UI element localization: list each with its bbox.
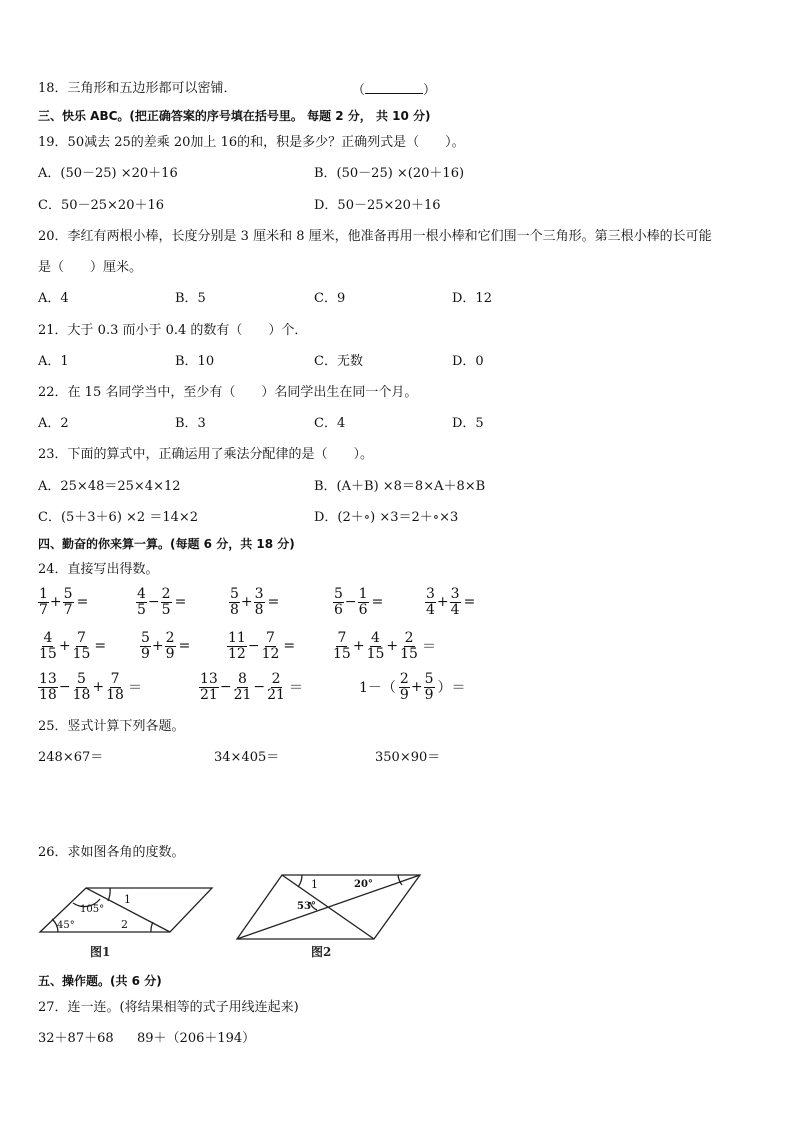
calc-expression [199, 670, 303, 704]
question-20-option-b: B．5 [175, 291, 206, 306]
fraction [254, 587, 265, 618]
numerator: 2 [271, 670, 281, 687]
fraction [266, 672, 286, 703]
operator: + [151, 638, 164, 654]
question-24-stem: 24．直接写出得数。 [38, 562, 159, 577]
numerator: 2 [404, 629, 414, 646]
calc-expression [333, 585, 383, 619]
question-25-stem: 25．竖式计算下列各题。 [38, 719, 185, 734]
question-25-problem-1: 248×67＝ [38, 750, 104, 765]
equals-sign: = [76, 594, 89, 610]
answer-blank-18: （ ） [352, 83, 437, 98]
calc-expression [332, 629, 436, 663]
denominator: 8 [254, 601, 264, 618]
calc-expression [38, 585, 88, 619]
operator: − [58, 679, 71, 695]
fraction [161, 587, 172, 618]
fraction [105, 672, 125, 703]
denominator: 15 [366, 645, 385, 662]
fraction [38, 587, 49, 618]
section-4-header: 四、勤奋的你来算一算。(每题 6 分，共 18 分) [38, 537, 295, 551]
operator: + [410, 679, 423, 695]
operator: + [92, 679, 105, 695]
question-27-stem: 27．连一连。(将结果相等的式子用线连起来) [38, 1000, 299, 1015]
denominator: 5 [161, 601, 171, 618]
denominator: 7 [39, 601, 48, 618]
question-19-option-c: C．50－25×20＋16 [38, 198, 165, 213]
fraction [38, 631, 58, 662]
fraction [233, 672, 253, 703]
fraction [72, 672, 92, 703]
question-19-option-b: B．(50－25) ×(20＋16) [314, 166, 465, 181]
denominator: 15 [400, 645, 418, 662]
fig1-label-45: 45° [57, 920, 75, 931]
denominator: 9 [141, 645, 150, 662]
question-25-problem-3: 350×90＝ [375, 750, 441, 765]
fraction [358, 587, 369, 618]
numerator: 2 [165, 629, 175, 646]
fraction [136, 587, 147, 618]
denominator: 12 [228, 645, 246, 662]
fig2-label-1: 1 [311, 878, 318, 891]
blank-line [365, 81, 423, 94]
numerator: 5 [424, 670, 434, 687]
equals-sign: = [267, 594, 280, 610]
denominator: 4 [426, 601, 435, 618]
fraction [199, 672, 219, 703]
denominator: 15 [333, 645, 351, 662]
denominator: 8 [230, 601, 239, 618]
denominator: 9 [165, 645, 175, 662]
question-21-option-b: B．10 [175, 354, 215, 369]
numerator: 1 [39, 585, 48, 602]
fig1-label-2: 2 [121, 918, 128, 931]
denominator: 18 [106, 686, 124, 703]
operator: + [58, 638, 71, 654]
operator: − [247, 638, 260, 654]
calc-expression [38, 629, 106, 663]
denominator: 21 [267, 686, 285, 703]
denominator: 15 [72, 645, 91, 662]
question-19-option-d: D．50－25×20＋16 [314, 198, 441, 213]
fraction [72, 631, 92, 662]
numerator: 5 [334, 585, 343, 602]
equals-sign: = [283, 638, 296, 654]
numerator: 8 [238, 670, 247, 687]
operator: − [219, 679, 232, 695]
question-27-item-2: 89＋（206＋194） [137, 1031, 256, 1046]
numerator: 5 [63, 585, 73, 602]
calc-expression [38, 670, 142, 704]
fraction [366, 631, 386, 662]
question-19-stem: 19．50减去 25的差乘 20加上 16的和，积是多少？正确列式是（ ）。 [38, 135, 465, 150]
fraction [424, 672, 435, 703]
operator: − [147, 594, 160, 610]
question-18 [38, 81, 237, 97]
fraction [399, 672, 410, 703]
denominator: 6 [334, 601, 343, 618]
question-20-option-d: D．12 [452, 291, 492, 306]
question-19-option-a: A．(50－25) ×20＋16 [38, 166, 178, 181]
question-23-stem: 23．下面的算式中，正确运用了乘法分配律的是（ ）。 [38, 447, 374, 462]
numerator: 5 [230, 585, 239, 602]
numerator: 4 [371, 629, 380, 646]
calc-expression [227, 629, 295, 663]
fraction [140, 631, 151, 662]
operator: + [352, 638, 365, 654]
fraction [425, 587, 436, 618]
numerator: 7 [337, 629, 347, 646]
numerator: 7 [110, 670, 120, 687]
numerator: 2 [161, 585, 171, 602]
question-20-stem-line1: 20．李红有两根小棒，长度分别是 3 厘米和 8 厘米，他准备再用一根小棒和它们围一个三角形。第三根小棒的长可能 [38, 229, 712, 244]
denominator: 5 [137, 601, 146, 618]
question-23-option-c: C．(5＋3＋6) ×2 ＝14×2 [38, 510, 199, 525]
question-20-stem-line2: 是（ ）厘米。 [38, 260, 143, 275]
fraction [38, 672, 58, 703]
denominator: 9 [399, 686, 409, 703]
equals-sign: ＝ [421, 639, 436, 655]
denominator: 21 [200, 686, 218, 703]
denominator: 9 [424, 686, 434, 703]
fraction [261, 631, 281, 662]
equals-sign: = [178, 638, 191, 654]
fraction [229, 587, 240, 618]
equals-sign: = [174, 594, 187, 610]
equals-sign: = [371, 594, 384, 610]
operator: + [49, 594, 62, 610]
numerator: 5 [141, 629, 150, 646]
equals-sign: = [463, 594, 476, 610]
numerator: 11 [228, 629, 246, 646]
question-27-item-1: 32＋87＋68 [38, 1031, 114, 1046]
angle-figures [0, 866, 794, 966]
question-21-stem: 21．大于 0.3 而小于 0.4 的数有（ ）个． [38, 323, 308, 338]
denominator: 18 [39, 686, 57, 703]
operator: − [253, 679, 266, 695]
question-21-option-a: A．1 [38, 354, 69, 369]
question-22-option-b: B．3 [175, 416, 206, 431]
equals-sign: = [94, 638, 107, 654]
equals-sign: ＝ [288, 680, 303, 696]
question-18-text: 18．三角形和五边形都可以密铺． [38, 81, 237, 96]
denominator: 12 [261, 645, 280, 662]
fraction [450, 587, 461, 618]
denominator: 21 [233, 686, 252, 703]
fraction [332, 631, 352, 662]
numerator: 4 [137, 585, 146, 602]
equals-sign: ＝ [127, 680, 142, 696]
section-3-header: 三、快乐 ABC。(把正确答案的序号填在括号里。 每题 2 分， 共 10 分) [38, 109, 431, 123]
denominator: 15 [39, 645, 57, 662]
question-21-option-c: C．无数 [314, 354, 363, 369]
question-25-problem-2: 34×405＝ [214, 750, 280, 765]
figure-2-parallelogram [237, 875, 420, 939]
numerator: 3 [450, 585, 460, 602]
fraction [165, 631, 176, 662]
question-26-stem: 26．求如图各角的度数。 [38, 845, 185, 860]
calc-expression [136, 585, 186, 619]
numerator: 3 [254, 585, 264, 602]
figure-2-caption: 图2 [311, 945, 332, 959]
numerator: 13 [39, 670, 57, 687]
fig2-label-20: 20° [354, 879, 373, 890]
section-5-header: 五、操作题。(共 6 分) [38, 974, 162, 988]
question-22-option-c: C．4 [314, 416, 346, 431]
calc-expression [229, 585, 279, 619]
expression-prefix: 1－（ [359, 680, 396, 696]
operator: + [386, 638, 399, 654]
denominator: 6 [358, 601, 368, 618]
question-20-option-c: C．9 [314, 291, 346, 306]
question-23-option-d: D．(2＋∘) ×3＝2＋∘×3 [314, 510, 459, 525]
calc-expression [359, 670, 466, 704]
question-23-option-a: A．25×48＝25×4×12 [38, 479, 181, 494]
calc-expression [425, 585, 475, 619]
equals-sign: ）＝ [437, 680, 466, 696]
numerator: 2 [399, 670, 409, 687]
numerator: 7 [266, 629, 275, 646]
question-21-option-d: D．0 [452, 354, 484, 369]
denominator: 7 [63, 601, 73, 618]
calc-expression [140, 629, 190, 663]
numerator: 4 [43, 629, 53, 646]
fraction [63, 587, 74, 618]
numerator: 7 [77, 629, 86, 646]
numerator: 1 [358, 585, 368, 602]
fig1-label-1: 1 [124, 893, 131, 906]
fraction [399, 631, 419, 662]
numerator: 3 [426, 585, 435, 602]
question-22-option-d: D．5 [452, 416, 484, 431]
question-20-option-a: A．4 [38, 291, 69, 306]
question-22-option-a: A．2 [38, 416, 69, 431]
operator: + [436, 594, 449, 610]
denominator: 4 [450, 601, 460, 618]
numerator: 13 [200, 670, 218, 687]
denominator: 18 [72, 686, 91, 703]
fraction [227, 631, 247, 662]
fig1-label-105: 105° [80, 904, 105, 915]
question-22-stem: 22．在 15 名同学当中，至少有（ ）名同学出生在同一个月。 [38, 385, 418, 400]
operator: + [240, 594, 253, 610]
fraction [333, 587, 344, 618]
operator: − [344, 594, 357, 610]
numerator: 5 [77, 670, 86, 687]
figure-1-caption: 图1 [90, 945, 111, 959]
fig2-label-53: 53° [297, 901, 316, 912]
question-23-option-b: B．(A＋B) ×8＝8×A＋8×B [314, 479, 486, 494]
